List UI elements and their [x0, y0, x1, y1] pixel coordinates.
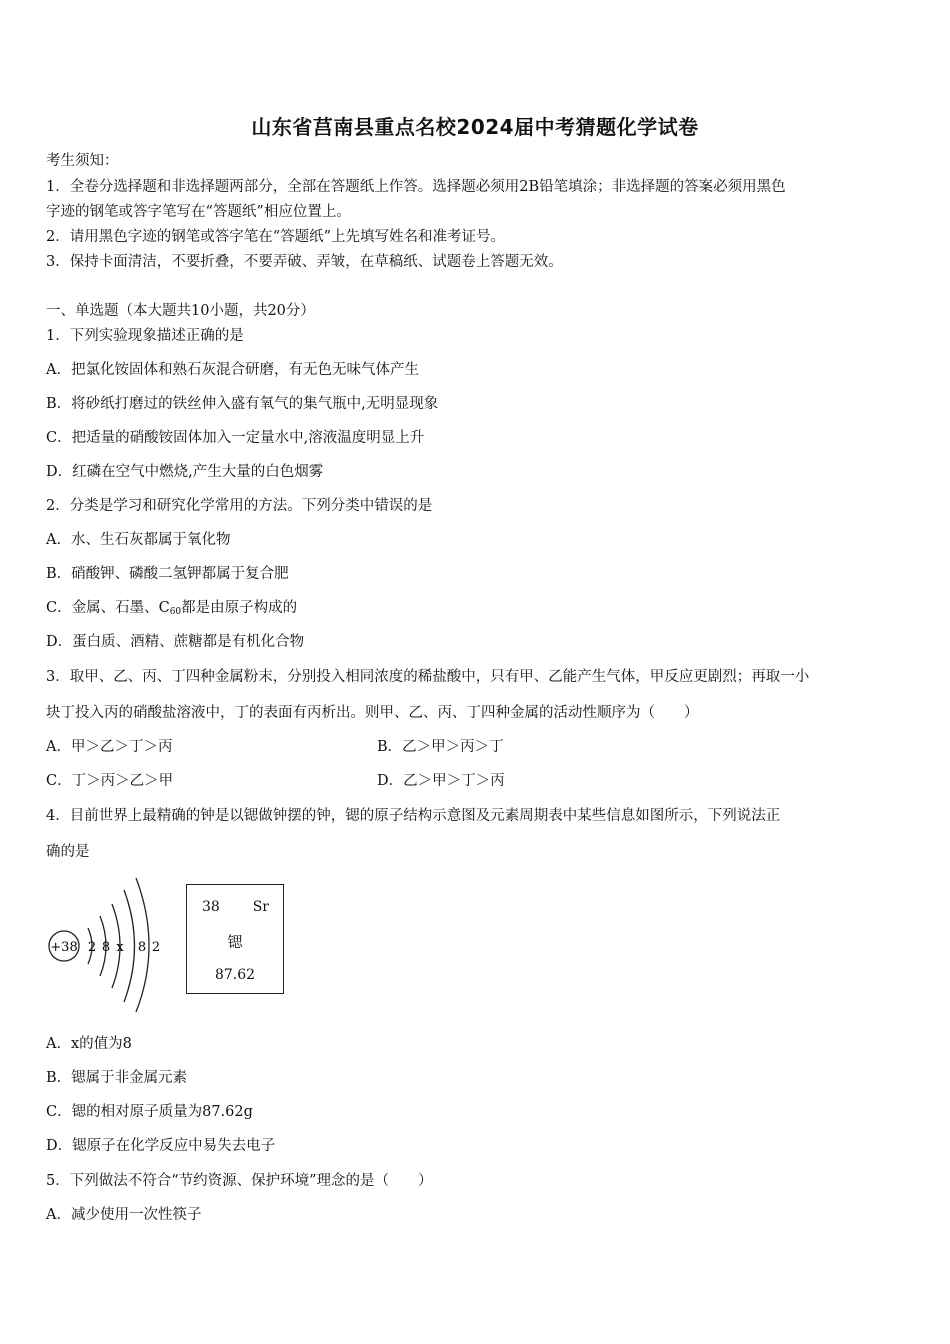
- q4-stem: 4．目前世界上最精确的钟是以锶做钟摆的钟，锶的原子结构示意图及元素周期表中某些信息如图所示，下列说法正: [46, 808, 781, 824]
- atomic-number: 38: [202, 899, 220, 915]
- q3-stem-continued: 块丁投入丙的硝酸盐溶液中，丁的表面有丙析出。则甲、乙、丙、丁四种金属的活动性顺序为（ ）: [46, 705, 699, 721]
- q2-option-c-post: 都是由原子构成的: [181, 600, 298, 616]
- q3-option-c: C．丁＞丙＞乙＞甲: [46, 773, 174, 789]
- notice-heading: 考生须知：: [46, 153, 119, 169]
- q4-stem-continued: 确的是: [46, 844, 90, 860]
- element-symbol: Sr: [252, 899, 269, 915]
- q2-option-c-subscript: 60: [169, 607, 182, 617]
- q4-option-b: B．锶属于非金属元素: [46, 1070, 188, 1086]
- q5-stem: 5．下列做法不符合“节约资源、保护环境”理念的是（ ）: [46, 1173, 433, 1189]
- q4-option-d: D．锶原子在化学反应中易失去电子: [46, 1138, 276, 1154]
- strontium-atom-diagram: [44, 872, 174, 1012]
- q1-option-b: B．将砂纸打磨过的铁丝伸入盛有氧气的集气瓶中,无明显现象: [46, 396, 439, 412]
- shell-arc-4: [124, 890, 135, 1002]
- q2-option-d: D．蛋白质、酒精、蔗糖都是有机化合物: [46, 634, 305, 650]
- nucleus-charge: +38: [50, 940, 78, 955]
- q3-stem: 3．取甲、乙、丙、丁四种金属粉末，分别投入相同浓度的稀盐酸中，只有甲、乙能产生气体，甲反应更剧烈；再取一小: [46, 669, 810, 685]
- q3-option-d: D．乙＞甲＞丁＞丙: [377, 773, 505, 789]
- q1-option-d: D．红磷在空气中燃烧,产生大量的白色烟雾: [46, 464, 324, 480]
- periodic-table-cell: [186, 884, 284, 994]
- q2-option-b: B．硝酸钾、磷酸二氢钾都属于复合肥: [46, 566, 289, 582]
- section-heading: 一、单选题（本大题共10小题，共20分）: [46, 303, 315, 319]
- q2-option-c-pre: C．金属、石墨、C: [46, 600, 170, 616]
- q3-option-a: A．甲＞乙＞丁＞丙: [46, 739, 173, 755]
- shell-electrons-5: 2: [151, 940, 161, 955]
- exam-title: 山东省莒南县重点名校2024届中考猜题化学试卷: [251, 115, 699, 139]
- q2-option-c: [46, 598, 297, 622]
- notice-item-2: 2．请用黑色字迹的钢笔或答字笔在“答题纸”上先填写姓名和准考证号。: [46, 229, 506, 245]
- shell-electrons-1: 2: [87, 940, 97, 955]
- shell-electrons-4: 8: [137, 940, 147, 955]
- shell-electrons-3: x: [116, 940, 124, 955]
- notice-item-1-continued: 字迹的钢笔或答字笔写在“答题纸”相应位置上。: [46, 204, 351, 220]
- element-name: 锶: [227, 933, 243, 951]
- shell-electrons-2: 8: [101, 940, 111, 955]
- q1-option-c: C．把适量的硝酸铵固体加入一定量水中,溶液温度明显上升: [46, 430, 425, 446]
- atomic-mass: 87.62: [214, 967, 256, 983]
- q1-stem: 1．下列实验现象描述正确的是: [46, 328, 244, 344]
- q2-option-a: A．水、生石灰都属于氧化物: [46, 532, 231, 548]
- q5-option-a: A．减少使用一次性筷子: [46, 1207, 202, 1223]
- q1-option-a: A．把氯化铵固体和熟石灰混合研磨，有无色无味气体产生: [46, 362, 419, 378]
- notice-item-3: 3．保持卡面清洁，不要折叠，不要弄破、弄皱，在草稿纸、试题卷上答题无效。: [46, 254, 563, 270]
- q4-option-c: C．锶的相对原子质量为87.62g: [46, 1104, 253, 1120]
- notice-item-1: 1．全卷分选择题和非选择题两部分，全部在答题纸上作答。选择题必须用2B铅笔填涂；非选择题的答案必须用黑色: [46, 179, 786, 195]
- q4-option-a: A．x的值为8: [46, 1036, 132, 1052]
- q2-stem: 2．分类是学习和研究化学常用的方法。下列分类中错误的是: [46, 498, 433, 514]
- q3-option-b: B．乙＞甲＞丙＞丁: [377, 739, 504, 755]
